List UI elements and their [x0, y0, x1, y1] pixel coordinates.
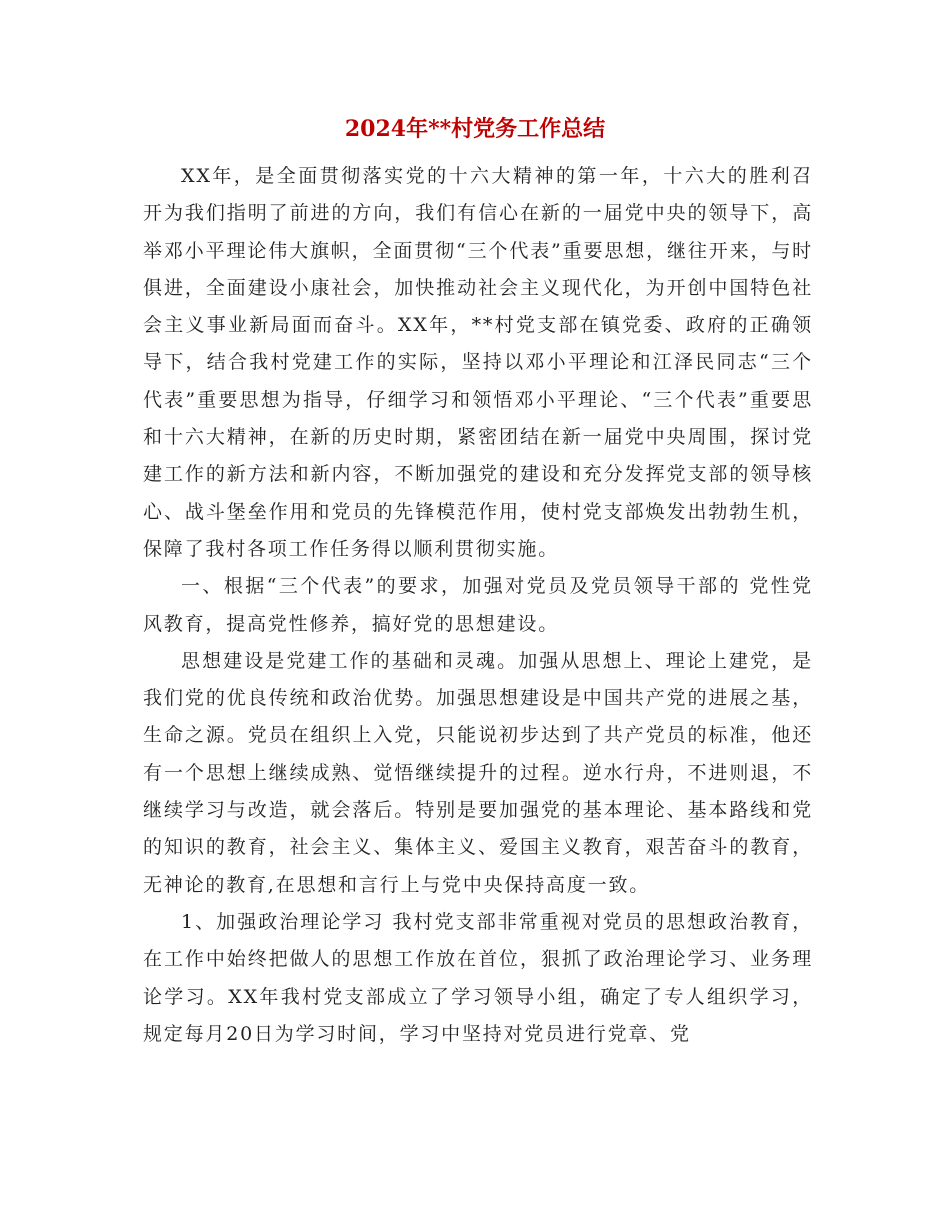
paragraph-ideology: 思想建设是党建工作的基础和灵魂。加强从思想上、理论上建党，是我们党的优良传统和政治优势。加强思想建设是中国共产党的进展之基，生命之源。党员在组织上入党，只能说初步达到了共产党员的标准，他还有一个思想上继续成熟、觉悟继续提升的过程。逆水行舟，不进则退，不继续学习与改造，就会落后。特别是要加强党的基本理论、基本路线和党的知识的教育，社会主义、集体主义、爱国主义教育，艰苦奋斗的教育，无神论的教育,在思想和言行上与党中央保持高度一致。 — [143, 649, 813, 896]
paragraph-theory-study: 1、加强政治理论学习 我村党支部非常重视对党员的思想政治教育，在工作中始终把做人的思想工作放在首位，狠抓了政治理论学习、业务理论学习。XX年我村党支部成立了学习领导小组，确定了专人组织学习，规定每月20日为学习时间，学习中坚持对党员进行党章、党 — [143, 910, 813, 1045]
document-body — [143, 158, 813, 1053]
paragraph-intro: XX年，是全面贯彻落实党的十六大精神的第一年，十六大的胜利召开为我们指明了前进的方向，我们有信心在新的一届党中央的领导下，高举邓小平理论伟大旗帜，全面贯彻“三个代表”重要思想，继往开来，与时俱进，全面建设小康社会，加快推动社会主义现代化，为开创中国特色社会主义事业新局面而奋斗。XX年，**村党支部在镇党委、政府的正确领导下，结合我村党建工作的实际，坚持以邓小平理论和江泽民同志“三个代表”重要思想为指导，仔细学习和领悟邓小平理论、“三个代表”重要思和十六大精神，在新的历史时期，紧密团结在新一届党中央周围，探讨党建工作的新方法和新内容，不断加强党的建设和充分发挥党支部的领导核心、战斗堡垒作用和党员的先锋模范作用，使村党支部焕发出勃勃生机，保障了我村各项工作任务得以顺利贯彻实施。 — [143, 165, 813, 560]
document-title: 2024年**村党务工作总结 — [344, 116, 606, 142]
paragraph-section-heading-1: 一、根据“三个代表”的要求，加强对党员及党员领导干部的 党性党风教育，提高党性修养，搞好党的思想建设。 — [143, 575, 813, 635]
